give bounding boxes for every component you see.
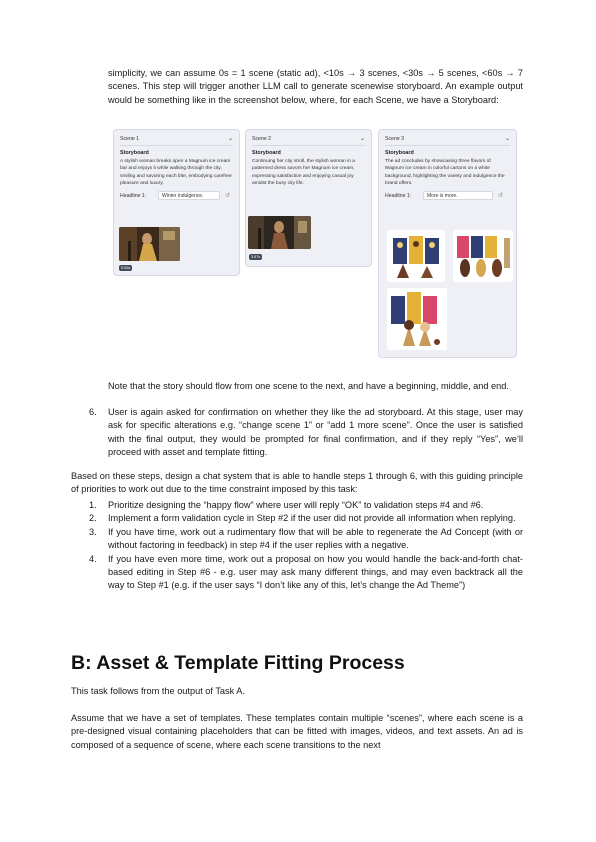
list-item [89, 512, 523, 525]
note-paragraph: Note that the story should flow from one scene to the next, and have a beginning, middle, and end. [108, 381, 509, 391]
scene-card-header[interactable] [252, 135, 365, 146]
chevron-down-icon[interactable]: ⌄ [504, 136, 510, 142]
scene-card-header[interactable] [385, 135, 510, 146]
magnum-cartons-image [387, 230, 445, 282]
storyboard-text: The ad concludes by showcasing three flavors of Magnum ice cream in colorful cartons on a white background, highlighting the variety and indulgence the brand offers. [385, 159, 505, 186]
street-scene-image [119, 227, 180, 261]
magnum-cones-image [387, 288, 447, 350]
list-number: 6. [89, 407, 97, 417]
scene-title: Scene 2 [252, 135, 272, 142]
scene-card-2 [245, 129, 372, 267]
list-item [89, 526, 523, 553]
city-stroll-image [248, 216, 311, 249]
product-image-3[interactable] [387, 288, 447, 350]
list-item [89, 553, 523, 593]
undo-icon[interactable]: ↺ [225, 193, 231, 200]
scene-video-thumbnail[interactable] [248, 216, 311, 249]
storyboard-label: Storyboard [120, 150, 149, 156]
storyboard-label: Storyboard [385, 150, 414, 156]
storyboard-text: A stylish woman breaks open a Magnum ice cream bar and enjoys it while walking through the city, smiling and savoring each bite, embodying carefree pleasure and luxury. [120, 159, 232, 186]
list-text: If you have even more time, work out a proposal on how you would handle the back-and-forth chat-based editing in Step #6 - e.g. user may ask many different things, and may even backtrack all the way to Step #1 (e.g. if the user says “I don’t like any of this, let’s change the Ad Theme”) [108, 553, 523, 591]
scene-title: Scene 1 [120, 135, 140, 142]
follows-paragraph: This task follows from the output of Task A. [71, 686, 245, 696]
headline-row [385, 191, 510, 200]
scene-card-1 [113, 129, 240, 276]
headline-row [120, 191, 233, 200]
based-paragraph: Based on these steps, design a chat system that is able to handle steps 1 through 6, with this guiding principle of priorities to work out due to the time constraint imposed by this task: [71, 471, 523, 495]
section-heading: B: Asset & Template Fitting Process [71, 652, 405, 674]
chevron-down-icon[interactable]: ⌄ [227, 136, 233, 142]
list-number: 1. [89, 500, 97, 510]
scene-title: Scene 3 [385, 135, 405, 142]
list-text: If you have time, work out a rudimentary flow that will be able to regenerate the Ad Concept (with or without factoring in feedback) in step #4 if the user replies with a negative. [108, 526, 523, 551]
undo-icon[interactable]: ↺ [498, 193, 504, 200]
headline-input[interactable]: Winter indulgence. [158, 191, 220, 200]
magnum-bars-image [453, 230, 513, 282]
list-text: User is again asked for confirmation on whether they like the ad storyboard. At this stage, user may ask for specific alterations e.g. “change scene 1” or “add 1 more scene”. Once the user is satisfied with the final output, they would be prompted for final confirmation, and if they reply “Yes”, we’ll proceed with asset and template fitting. [108, 407, 523, 458]
list-number: 3. [89, 526, 97, 537]
scene-card-header[interactable] [120, 135, 233, 146]
list-item [89, 406, 523, 460]
scene-card-3 [378, 129, 517, 358]
duration-tag: 3.97s [251, 255, 261, 259]
product-image-1[interactable] [387, 230, 445, 282]
list-text: Implement a form validation cycle in Step #2 if the user did not provide all information when replying. [108, 513, 516, 524]
product-image-2[interactable] [453, 230, 513, 282]
assume-paragraph: Assume that we have a set of templates. These templates contain multiple “scenes”, where each scene is a pre-designed visual containing placeholders that can be fitted with images, videos, and text assets. An ad is composed of a sequence of scene, where each scene transitions to the next [71, 713, 523, 750]
list-item [89, 499, 523, 512]
intro-paragraph: simplicity, we can assume 0s = 1 scene (static ad), <10s → 3 scenes, <30s → 5 scenes, <60s → 7 scenes. This step will trigger another LLM call to generate scenewise storyboard. An example output would be something like in the screenshot below, where, for each Scene, we have a Storyboard: [108, 68, 523, 105]
list-number: 2. [89, 513, 97, 524]
storyboard-text: Continuing her city stroll, the stylish woman in a patterned dress savors her Magnum ice cream, expressing satisfaction and enjoying casual joy amidst the busy city life. [252, 159, 356, 186]
storyboard-label: Storyboard [252, 150, 281, 156]
step-6-list [89, 406, 523, 460]
priority-list [89, 499, 523, 593]
list-number: 4. [89, 553, 97, 564]
headline-input[interactable]: More is more. [423, 191, 493, 200]
headline-label: Headline 1: [385, 192, 412, 199]
scene-video-thumbnail[interactable] [119, 227, 180, 261]
chevron-down-icon[interactable]: ⌄ [359, 136, 365, 142]
duration-tag: 9.00s [121, 266, 131, 270]
headline-label: Headline 1: [120, 192, 147, 199]
list-text: Prioritize designing the “happy flow” where user will reply “OK” to validation steps #4 and #6. [108, 500, 484, 510]
